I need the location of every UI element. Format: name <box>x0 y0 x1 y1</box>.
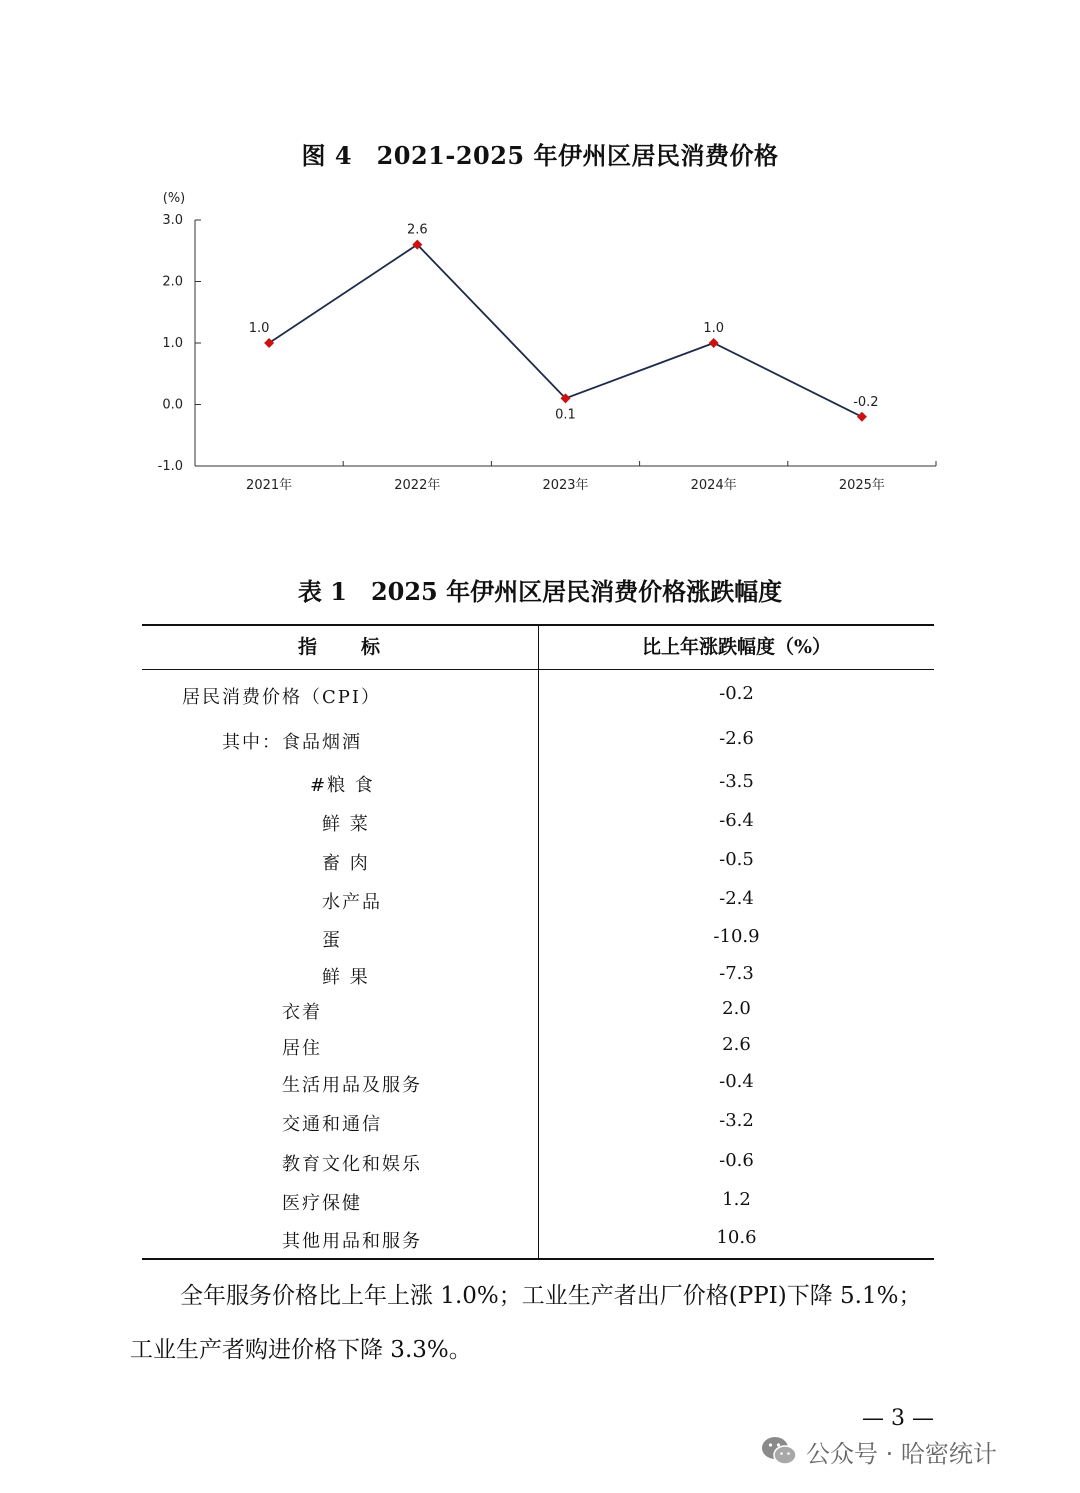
x-tick-label: 2024年 <box>690 478 737 493</box>
table-row <box>142 683 934 713</box>
row-value: -0.6 <box>719 1150 754 1171</box>
y-tick-labels <box>158 213 183 474</box>
table-row <box>142 810 934 840</box>
data-label: 2.6 <box>406 222 428 238</box>
data-labels <box>249 223 879 423</box>
row-indicator: 鲜 果 <box>322 967 370 988</box>
data-label: -0.2 <box>853 394 879 410</box>
y-unit-label: (%) <box>162 191 186 206</box>
summary-line-1: 全年服务价格比上年上涨 1.0%；工业生产者出厂价格(PPI)下降 5.1%； <box>180 1283 922 1309</box>
page-number: — 3 — <box>862 1406 934 1431</box>
row-indicator: 居民消费价格（CPI） <box>182 687 381 708</box>
row-indicator: 生活用品及服务 <box>282 1075 422 1096</box>
table-row <box>142 1189 934 1219</box>
row-value: -2.4 <box>719 888 754 909</box>
row-indicator: 居住 <box>282 1038 322 1059</box>
table-row <box>142 926 934 956</box>
row-indicator: 畜 肉 <box>322 853 370 874</box>
data-label: 1.0 <box>703 321 725 336</box>
table-row <box>142 963 934 993</box>
x-tick-label: 2021年 <box>246 478 293 493</box>
row-value: 1.2 <box>722 1189 751 1210</box>
x-tick-label: 2022年 <box>394 478 441 493</box>
row-indicator: 医疗保健 <box>282 1193 362 1214</box>
row-indicator: 蛋 <box>322 930 342 951</box>
row-value: -0.5 <box>719 849 754 870</box>
header-divider <box>142 669 934 670</box>
table-row <box>142 1110 934 1140</box>
table-row <box>142 1227 934 1257</box>
row-indicator: 其他用品和服务 <box>282 1231 422 1252</box>
row-value: -3.5 <box>719 771 754 792</box>
table-row <box>142 1034 934 1064</box>
y-tick-label: 2.0 <box>162 274 183 290</box>
row-indicator: 鲜 菜 <box>322 814 370 835</box>
header-indicator: 指 标 <box>297 636 382 658</box>
figure-title: 图 4 2021-2025 年伊州区居民消费价格 <box>301 141 779 170</box>
row-indicator: 教育文化和娱乐 <box>282 1154 422 1175</box>
table-row <box>142 849 934 879</box>
chart-axes <box>195 220 936 466</box>
row-indicator: #粮 食 <box>310 775 375 796</box>
row-value: -7.3 <box>719 963 754 984</box>
table-row <box>142 728 934 758</box>
row-value: -0.4 <box>719 1071 754 1092</box>
table-row <box>142 771 934 801</box>
y-tick-label: 3.0 <box>162 213 183 228</box>
cpi-table <box>142 624 934 1260</box>
y-tick-label: -1.0 <box>157 459 183 474</box>
y-tick-label: 0.0 <box>162 397 183 413</box>
data-point <box>264 338 274 348</box>
data-label: 0.1 <box>555 407 576 423</box>
table-row <box>142 998 934 1028</box>
x-tick-labels <box>246 477 885 493</box>
watermark-text: 公众号 · 哈密统计 <box>806 1439 997 1468</box>
row-value: -10.9 <box>713 926 760 947</box>
table-title: 表 1 2025 年伊州区居民消费价格涨跌幅度 <box>297 577 783 606</box>
table-row <box>142 1071 934 1101</box>
data-point <box>709 338 719 348</box>
row-indicator: 水产品 <box>322 892 382 913</box>
data-point <box>857 412 867 422</box>
watermark <box>760 1431 997 1471</box>
row-indicator: 交通和通信 <box>282 1114 382 1135</box>
x-tick-label: 2023年 <box>542 478 589 493</box>
row-value: 2.6 <box>722 1034 751 1055</box>
cpi-series-line <box>269 245 862 417</box>
data-label: 1.0 <box>248 321 270 336</box>
row-indicator: 其中：食品烟酒 <box>222 732 362 753</box>
summary-line-2: 工业生产者购进价格下降 3.3%。 <box>130 1337 472 1363</box>
header-change: 比上年涨跌幅度（%） <box>641 636 832 658</box>
cpi-line-chart <box>140 185 950 505</box>
row-value: 10.6 <box>716 1227 757 1248</box>
row-value: -2.6 <box>719 728 754 749</box>
table-row <box>142 1150 934 1180</box>
cpi-series <box>264 240 867 422</box>
y-tick-label: 1.0 <box>162 336 183 351</box>
row-value: -3.2 <box>719 1110 754 1131</box>
row-indicator: 衣着 <box>282 1002 322 1023</box>
table-row <box>142 888 934 918</box>
row-value: -0.2 <box>719 683 754 704</box>
x-tick-label: 2025年 <box>838 478 885 493</box>
wechat-icon <box>760 1434 798 1468</box>
row-value: -6.4 <box>719 810 754 831</box>
row-value: 2.0 <box>722 998 751 1019</box>
